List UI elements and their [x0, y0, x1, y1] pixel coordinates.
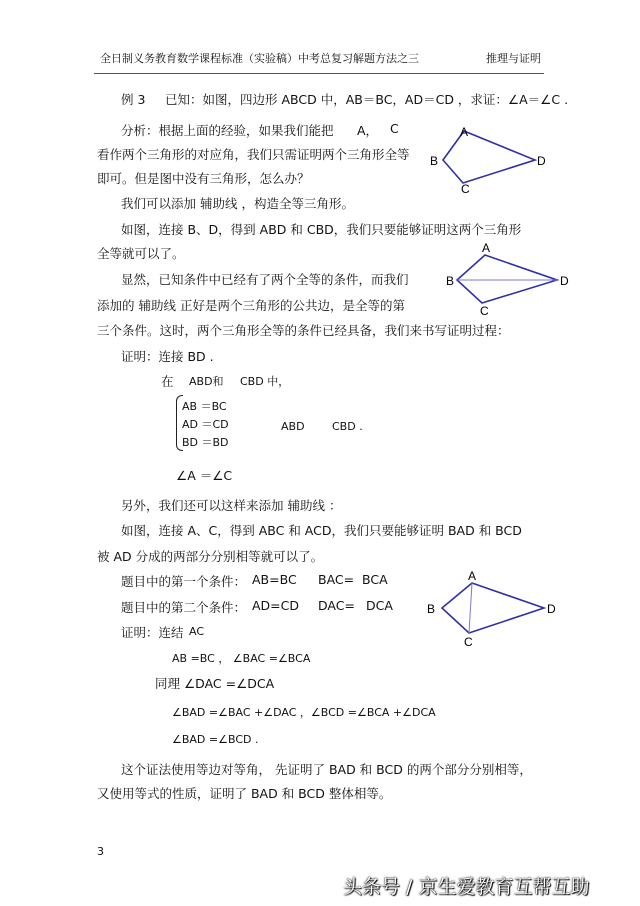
analysis-line2: 看作两个三角形的对应角，我们只需证明两个三角形全等 — [97, 147, 410, 162]
quadrilateral-abcd-3 — [442, 583, 544, 633]
analysis-angle-c: C — [390, 121, 399, 136]
proof2-line1-ac: AC — [189, 625, 205, 638]
fig1-label-a: A — [460, 125, 469, 139]
proof2-line4: ∠BAD =∠BAC +∠DAC ，∠BCD =∠BCA +∠DCA — [172, 706, 436, 719]
analysis-line6: 全等就可以了。 — [97, 246, 185, 261]
proof2-line2: AB =BC ， ∠BAC =∠BCA — [172, 652, 311, 665]
proof1-line1: 证明：连接 BD . — [121, 349, 214, 364]
summary-line1: 这个证法使用等边对等角， 先证明了 BAD 和 BCD 的两个部分分别相等， — [121, 762, 532, 777]
analysis-angle-a: A， — [357, 123, 379, 138]
fig3-label-d: D — [547, 602, 556, 616]
alt-cond1-a: AB=BC — [252, 572, 297, 587]
quadrilateral-figure-2 — [440, 240, 580, 318]
proof1-concl-t1: ABD — [281, 420, 305, 433]
analysis-line8: 添加的 辅助线 正好是两个三角形的公共边，是全等的第 — [97, 298, 405, 313]
proof2-line3: 同理 ∠DAC =∠DCA — [155, 676, 275, 691]
alt-cond1-c: BCA — [362, 572, 388, 587]
quadrilateral-figure-3 — [424, 566, 564, 650]
proof1-concl-t2: CBD . — [332, 420, 363, 433]
example-given: 已知：如图，四边形 ABCD 中，AB＝BC，AD＝CD ，求证：∠A＝∠C . — [165, 92, 569, 107]
fig1-label-d: D — [537, 154, 546, 168]
analysis-line7: 显然，已知条件中已经有了两个全等的条件，而我们 — [121, 272, 409, 287]
alt-cond1-label: 题目中的第一个条件： — [121, 574, 247, 589]
analysis-line4: 我们可以添加 辅助线 ，构造全等三角形。 — [121, 196, 354, 211]
analysis-line5: 如图，连接 B、D，得到 ABD 和 CBD，我们只要能够证明这两个三角形 — [121, 222, 522, 237]
fig3-label-b: B — [427, 602, 436, 616]
fig2-label-c: C — [480, 304, 489, 318]
fig2-label-b: B — [446, 274, 455, 288]
fig2-label-a: A — [482, 241, 491, 255]
proof1-line2-t2: CBD 中， — [240, 375, 290, 388]
summary-line2: 又使用等式的性质，证明了 BAD 和 BCD 整体相等。 — [97, 786, 392, 801]
proof1-line2-t1: ABD和 — [189, 375, 224, 388]
example-label: 例 3 — [121, 92, 146, 107]
alt-cond2-b: DAC= — [318, 598, 355, 613]
fig1-label-c: C — [461, 182, 470, 196]
quadrilateral-figure-1 — [428, 120, 558, 196]
proof1-cond3: BD ＝BD — [182, 436, 229, 449]
analysis-line9: 三个条件。这时，两个三角形全等的条件已经具备，我们来书写证明过程： — [97, 323, 510, 338]
alt-line2: 如图，连接 A、C，得到 ABC 和 ACD，我们只要能够证明 BAD 和 BCD — [121, 523, 522, 538]
header-section: 推理与证明 — [486, 52, 541, 65]
fig3-label-a: A — [468, 569, 477, 583]
proof1-result: ∠A ＝∠C — [176, 468, 233, 483]
helper-line-ac — [469, 583, 472, 633]
quadrilateral-abcd-1 — [443, 131, 535, 183]
proof1-cond2: AD ＝CD — [182, 418, 229, 431]
quadrilateral-abcd-2 — [457, 255, 557, 303]
proof2-line1: 证明：连结 — [121, 625, 184, 640]
header-title: 全日制义务教育数学课程标准（实验稿）中考总复习解题方法之三 — [100, 52, 419, 65]
fig2-label-d: D — [560, 274, 569, 288]
analysis-line1: 分析：根据上面的经验，如果我们能把 — [121, 123, 334, 138]
alt-line3: 被 AD 分成的两部分分别相等就可以了。 — [97, 549, 324, 564]
alt-cond1-b: BAC= — [318, 572, 355, 587]
alt-cond2-a: AD=CD — [252, 598, 300, 613]
proof1-cond1: AB ＝BC — [182, 400, 227, 413]
alt-cond2-label: 题目中的第二个条件： — [121, 600, 247, 615]
page-number: 3 — [97, 845, 104, 858]
fig3-label-c: C — [464, 635, 473, 649]
watermark: 头条号 / 京生爱教育互帮互助 — [343, 876, 590, 898]
alt-cond2-c: DCA — [366, 598, 393, 613]
alt-line1: 另外，我们还可以这样来添加 辅助线 ： — [121, 498, 342, 513]
header-divider — [94, 73, 544, 74]
proof1-line2-pre: 在 — [161, 374, 174, 389]
fig1-label-b: B — [430, 154, 439, 168]
analysis-line3: 即可。但是图中没有三角形，怎么办？ — [97, 171, 310, 186]
proof2-line5: ∠BAD =∠BCD . — [172, 733, 259, 746]
